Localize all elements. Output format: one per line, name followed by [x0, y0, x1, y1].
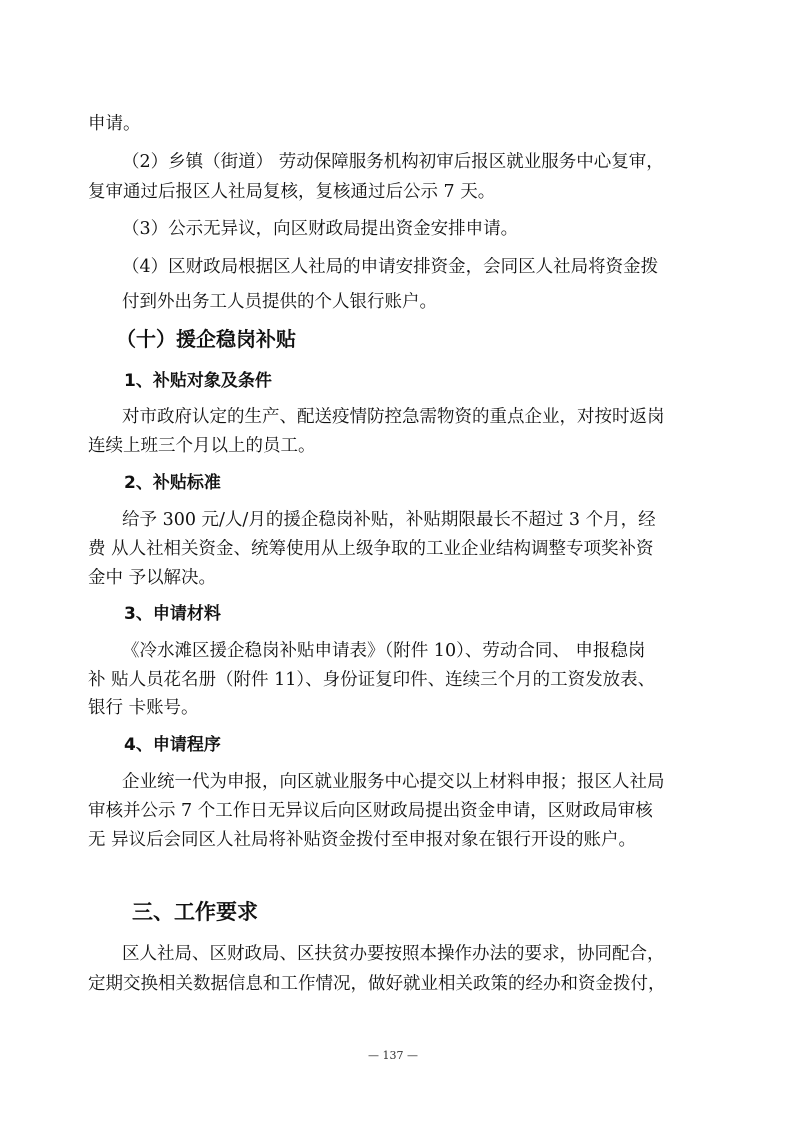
subsection-heading: 4、申请程序 — [124, 735, 221, 755]
body-line: 复审通过后报区人社局复核，复核通过后公示 7 天。 — [88, 182, 496, 202]
body-line: 连续上班三个月以上的员工。 — [88, 436, 316, 456]
body-line: 金中 予以解决。 — [88, 568, 217, 588]
subsection-heading: 2、补贴标准 — [124, 473, 221, 493]
chapter-heading: 三、工作要求 — [132, 900, 258, 924]
body-line: 无 异议后会同区人社局将补贴资金拨付至申报对象在银行开设的账户。 — [88, 830, 637, 850]
section-heading: （十）援企稳岗补贴 — [116, 327, 296, 351]
body-line: 银行 卡账号。 — [88, 698, 199, 718]
page-number: — 137 — — [368, 1049, 418, 1062]
body-line: （2）乡镇（街道） 劳动保障服务机构初审后报区就业服务中心复审， — [122, 152, 664, 172]
body-line: 企业统一代为申报，向区就业服务中心提交以上材料申报；报区人社局 — [122, 772, 665, 792]
body-line: 费 从人社相关资金、统筹使用从上级争取的工业企业结构调整专项奖补资 — [88, 539, 654, 559]
body-line: 给予 300 元/人/月的援企稳岗补贴，补贴期限最长不超过 3 个月，经 — [122, 510, 656, 530]
body-line: （4）区财政局根据区人社局的申请安排资金，会同区人社局将资金拨 — [122, 257, 659, 277]
body-line: 定期交换相关数据信息和工作情况，做好就业相关政策的经办和资金拨付， — [88, 974, 666, 994]
body-line: 《冷水滩区援企稳岗补贴申请表》（附件 10）、劳动合同、 申报稳岗 — [122, 641, 646, 661]
body-line: 申请。 — [88, 114, 141, 134]
body-line: 对市政府认定的生产、配送疫情防控急需物资的重点企业，对按时返岗 — [122, 407, 665, 427]
body-line: 审核并公示 7 个工作日无异议后向区财政局提出资金申请，区财政局审核 — [88, 801, 653, 821]
body-line: （3）公示无异议，向区财政局提出资金安排申请。 — [122, 219, 519, 239]
body-line: 区人社局、区财政局、区扶贫办要按照本操作办法的要求，协同配合， — [122, 944, 665, 964]
body-line: 补 贴人员花名册（附件 11）、身份证复印件、连续三个月的工资发放表、 — [88, 670, 656, 690]
subsection-heading: 3、申请材料 — [124, 604, 221, 624]
body-line: 付到外出务工人员提供的个人银行账户。 — [122, 292, 437, 312]
subsection-heading: 1、补贴对象及条件 — [124, 371, 272, 391]
